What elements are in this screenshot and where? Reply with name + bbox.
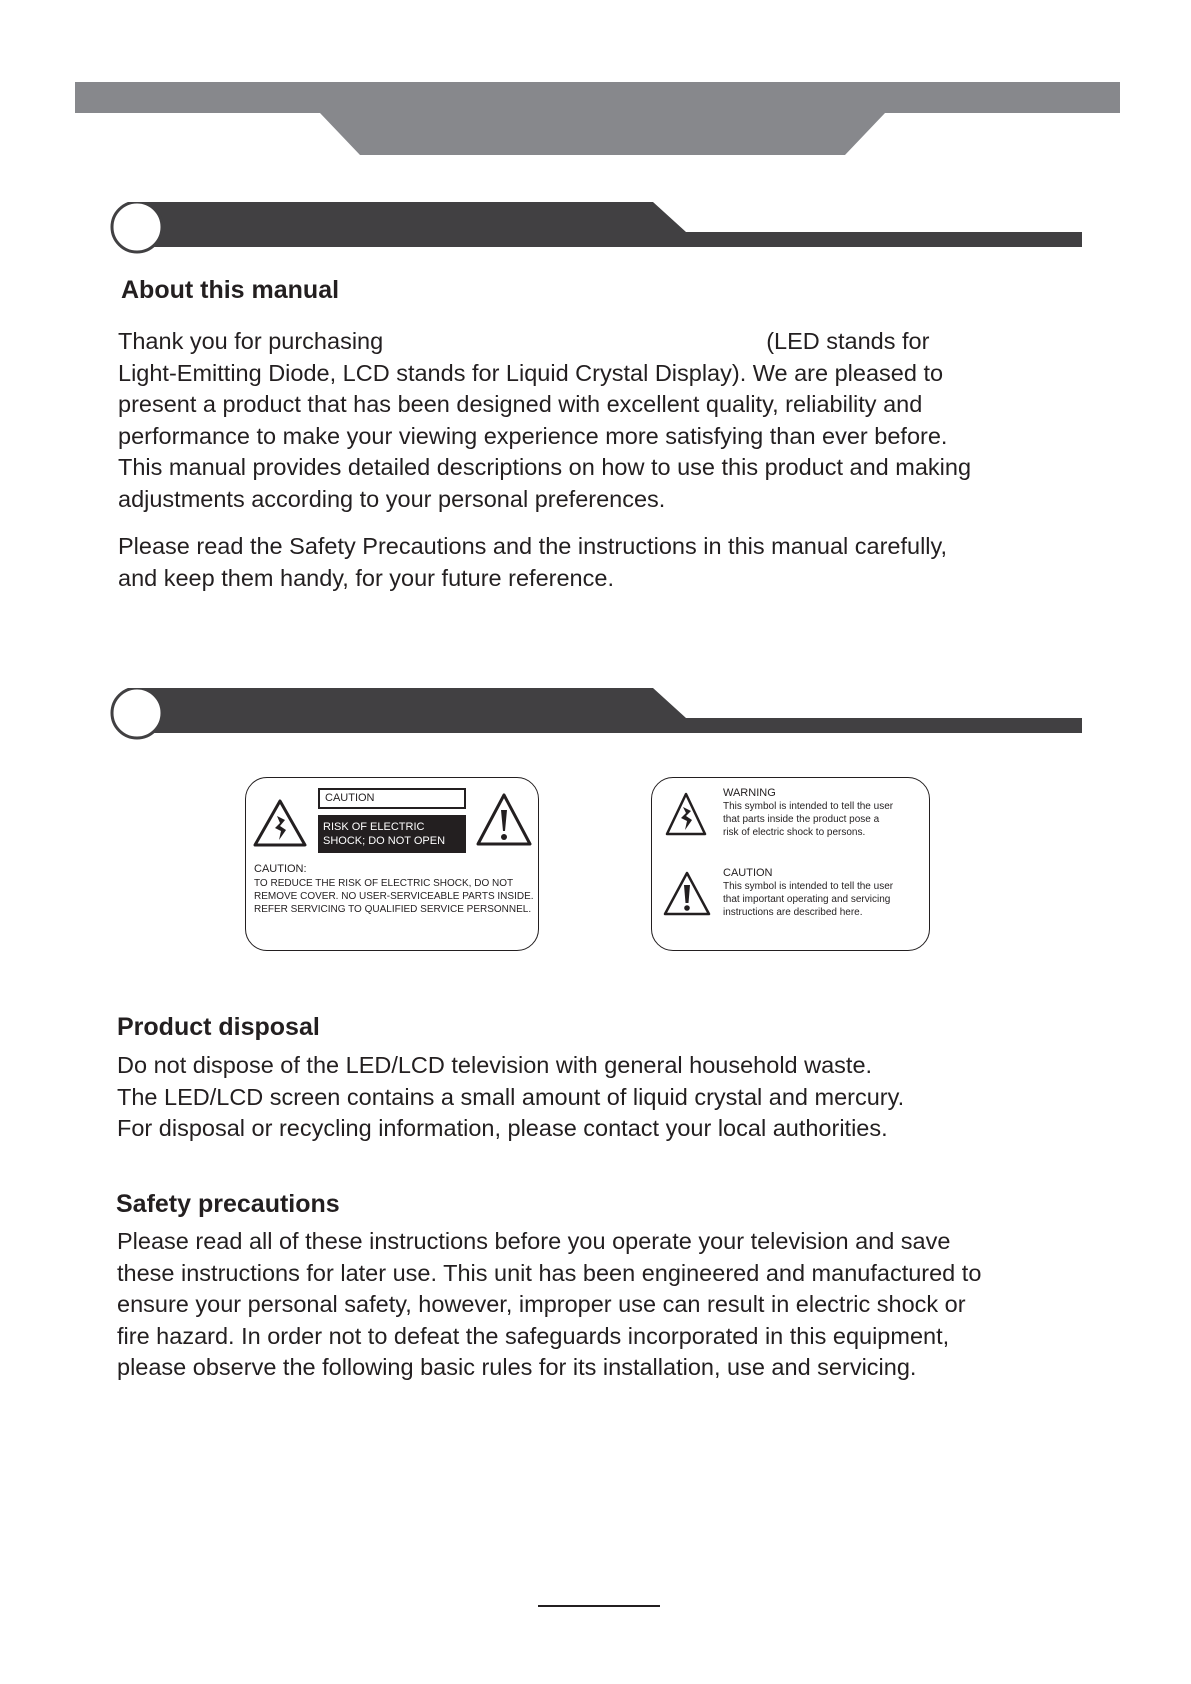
caution-label (245, 777, 539, 951)
safety-line-2: these instructions for later use. This unit has been engineered and manufactured to (117, 1259, 982, 1286)
disposal-line-3: For disposal or recycling information, please contact your local authorities. (117, 1115, 888, 1141)
top-header-banner (75, 82, 1120, 155)
safety-line-3: ensure your personal safety, however, improper use can result in electric shock or (117, 1291, 966, 1317)
warning-text-3: risk of electric shock to persons. (723, 827, 866, 838)
section-header-bar-2 (108, 688, 1082, 740)
disposal-line-2: The LED/LCD screen contains a small amount of liquid crystal and mercury. (117, 1083, 905, 1110)
warning-text-2: that parts inside the product pose a (723, 814, 880, 825)
caution-text-1: TO REDUCE THE RISK OF ELECTRIC SHOCK, DO NOT (254, 878, 514, 889)
about-p2-line-1: Please read the Safety Precautions and the instructions in this manual carefully, (118, 533, 948, 559)
safety-heading: Safety precautions (116, 1190, 340, 1218)
safety-line-5: please observe the following basic rules for its installation, use and servicing. (117, 1354, 917, 1380)
risk-of-shock-box (318, 815, 466, 853)
lightning-triangle-icon (252, 798, 308, 848)
about-heading: About this manual (121, 276, 340, 304)
safety-paragraph (117, 1226, 981, 1384)
about-line-1a: Thank you for purchasing (118, 328, 384, 354)
symbol-caution-text-1: This symbol is intended to tell the user (723, 881, 894, 892)
about-paragraph-2 (118, 531, 947, 594)
section-header-bar-1 (108, 202, 1082, 254)
disposal-heading: Product disposal (117, 1013, 320, 1041)
exclamation-triangle-icon (662, 870, 712, 918)
page-number-rule (538, 1605, 660, 1607)
symbol-caution-text-2: that important operating and servicing (723, 894, 891, 905)
about-line-6: adjustments according to your personal preferences. (118, 485, 666, 512)
symbol-caution-text-3: instructions are described here. (723, 907, 863, 918)
risk-line-2: SHOCK; DO NOT OPEN (323, 835, 446, 847)
disposal-paragraph (117, 1050, 904, 1145)
about-paragraph-1 (118, 326, 971, 515)
about-p2-line-2: and keep them handy, for your future reference. (118, 564, 614, 591)
caution-title: CAUTION: (254, 863, 307, 875)
about-line-1b: (LED stands for (766, 328, 930, 354)
disposal-line-1: Do not dispose of the LED/LCD television with general household waste. (117, 1052, 873, 1078)
exclamation-triangle-icon (475, 792, 533, 848)
about-line-2: Light-Emitting Diode, LCD stands for Liquid Crystal Display). We are pleased to (118, 359, 944, 386)
caution-text-2: REMOVE COVER. NO USER-SERVICEABLE PARTS INSIDE. (254, 891, 534, 902)
symbol-caution-title: CAUTION (723, 867, 773, 879)
caution-tag: CAUTION (318, 788, 466, 809)
about-line-4: performance to make your viewing experience more satisfying than ever before. (118, 422, 948, 449)
warning-text-1: This symbol is intended to tell the user (723, 801, 894, 812)
caution-text-3: REFER SERVICING TO QUALIFIED SERVICE PERSONNEL. (254, 904, 532, 915)
lightning-triangle-icon (664, 791, 708, 837)
safety-line-1: Please read all of these instructions before you operate your television and save (117, 1228, 951, 1254)
symbols-label (651, 777, 930, 951)
risk-line-1: RISK OF ELECTRIC (323, 821, 425, 833)
about-line-5: This manual provides detailed descriptions on how to use this product and making (118, 454, 972, 480)
safety-line-4: fire hazard. In order not to defeat the safeguards incorporated in this equipment, (117, 1322, 950, 1349)
warning-title: WARNING (723, 787, 776, 799)
about-line-3: present a product that has been designed with excellent quality, reliability and (118, 391, 923, 417)
